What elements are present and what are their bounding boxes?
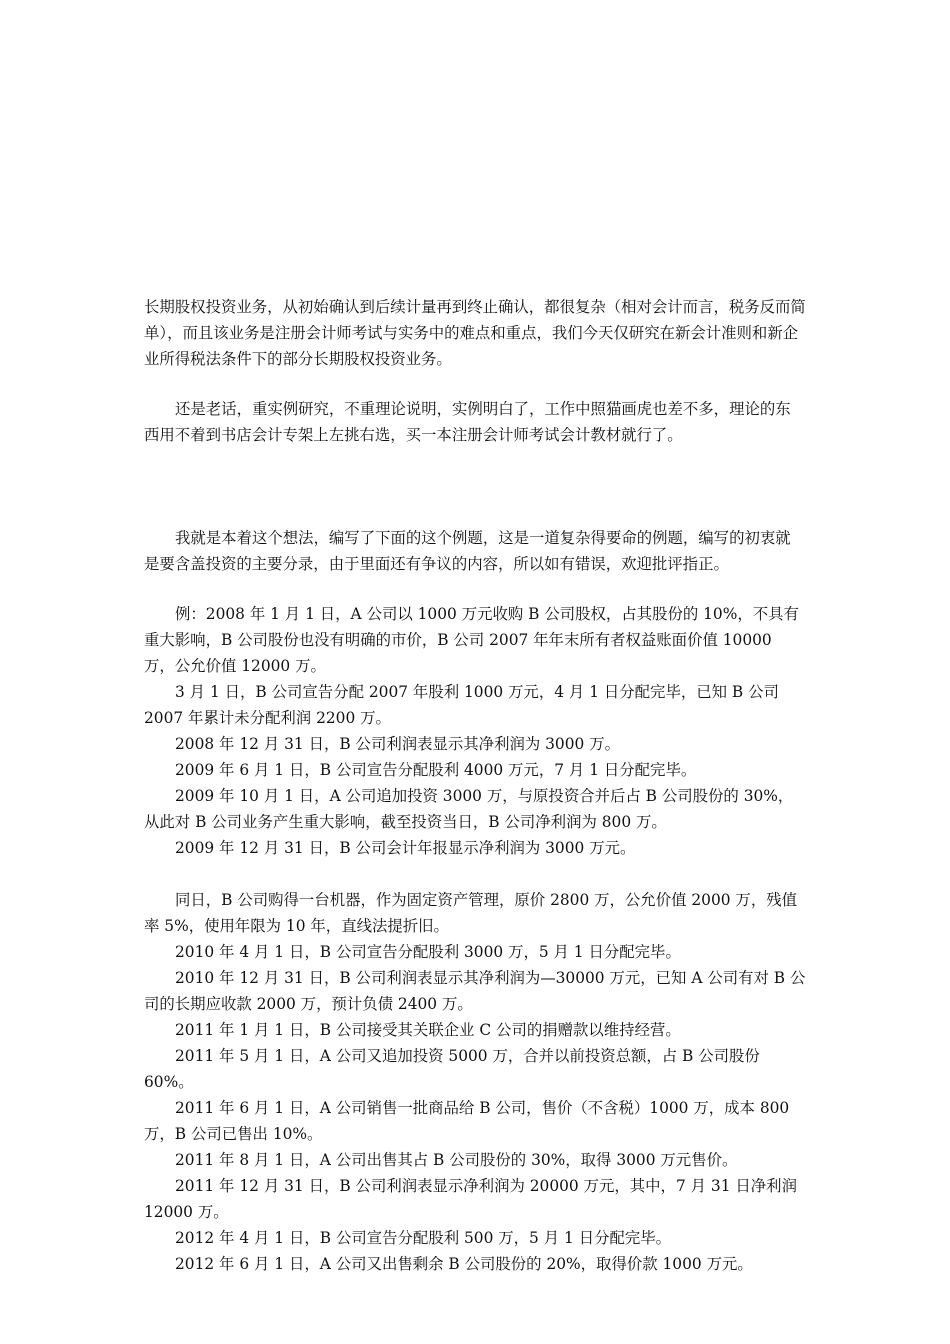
example-line: 2011 年 5 月 1 日，A 公司又追加投资 5000 万，合并以前投资总额，占 B 公司股份 60%。 — [144, 1047, 760, 1091]
example-line: 3 月 1 日，B 公司宣告分配 2007 年股利 1000 万元，4 月 1 日分配完毕，已知 B 公司 2007 年累计未分配利润 2200 万。 — [144, 683, 779, 727]
example-line: 2011 年 6 月 1 日，A 公司销售一批商品给 B 公司，售价（不含税）1000 万，成本 800 万，B 公司已售出 10%。 — [144, 1099, 790, 1143]
example-line: 2012 年 6 月 1 日，A 公司又出售剩余 B 公司股份的 20%，取得价款 1000 万元。 — [175, 1255, 753, 1273]
example-line: 2010 年 12 月 31 日，B 公司利润表显示其净利润为—30000 万元，已知 A 公司有对 B 公司的长期应收款 2000 万，预计负债 2400 万。 — [144, 969, 806, 1013]
example-line: 2009 年 10 月 1 日，A 公司追加投资 3000 万，与原投资合并后占 B 公司股份的 30%，从此对 B 公司业务产生重大影响，截至投资当日，B 公司净利润为 800 万。 — [144, 787, 794, 831]
paragraph-spacer — [144, 372, 806, 396]
paragraph-spacer — [144, 577, 806, 601]
example-line: 例：2008 年 1 月 1 日，A 公司以 1000 万元收购 B 公司股权，占其股份的 10%，不具有重大影响，B 公司股份也没有明确的市价，B 公司 2007 年年末所有者权益账面价值 10000 万，公允价值 12000 万。 — [144, 605, 799, 675]
purpose-paragraph: 我就是本着这个想法，编写了下面的这个例题，这是一道复杂得要命的例题，编写的初衷就是要含盖投资的主要分录，由于里面还有争议的内容，所以如有错误，欢迎批评指正。 — [144, 529, 791, 573]
intro-paragraph: 长期股权投资业务，从初始确认到后续计量再到终止确认，都很复杂（相对会计而言，税务反而简单），而且该业务是注册会计师考试与实务中的难点和重点，我们今天仅研究在新会计准则和新企业所得税法条件下的部分长期股权投资业务。 — [144, 298, 806, 368]
example-line: 2011 年 1 月 1 日，B 公司接受其关联企业 C 公司的捐赠款以维持经营。 — [175, 1021, 681, 1039]
example-line: 2011 年 12 月 31 日，B 公司利润表显示净利润为 20000 万元，其中，7 月 31 日净利润 12000 万。 — [144, 1177, 797, 1221]
example-line: 2008 年 12 月 31 日，B 公司利润表显示其净利润为 3000 万。 — [175, 735, 620, 753]
document-body — [144, 294, 806, 1277]
paragraph-spacer — [144, 861, 806, 887]
example-line: 2010 年 4 月 1 日，B 公司宣告分配股利 3000 万，5 月 1 日分配完毕。 — [175, 943, 681, 961]
example-line: 2009 年 12 月 31 日，B 公司会计年报显示净利润为 3000 万元。 — [175, 839, 636, 857]
example-line: 2012 年 4 月 1 日，B 公司宣告分配股利 500 万，5 月 1 日分配完毕。 — [175, 1229, 672, 1247]
example-line: 同日，B 公司购得一台机器，作为固定资产管理，原价 2800 万，公允价值 2000 万，残值率 5%，使用年限为 10 年，直线法提折旧。 — [144, 891, 797, 935]
method-paragraph: 还是老话，重实例研究，不重理论说明，实例明白了，工作中照猫画虎也差不多，理论的东西用不着到书店会计专架上左挑右选，买一本注册会计师考试会计教材就行了。 — [144, 400, 791, 444]
example-line: 2011 年 8 月 1 日，A 公司出售其占 B 公司股份的 30%，取得 3000 万元售价。 — [175, 1151, 738, 1169]
paragraph-spacer — [144, 448, 806, 525]
example-line: 2009 年 6 月 1 日，B 公司宣告分配股利 4000 万元，7 月 1 日分配完毕。 — [175, 761, 697, 779]
